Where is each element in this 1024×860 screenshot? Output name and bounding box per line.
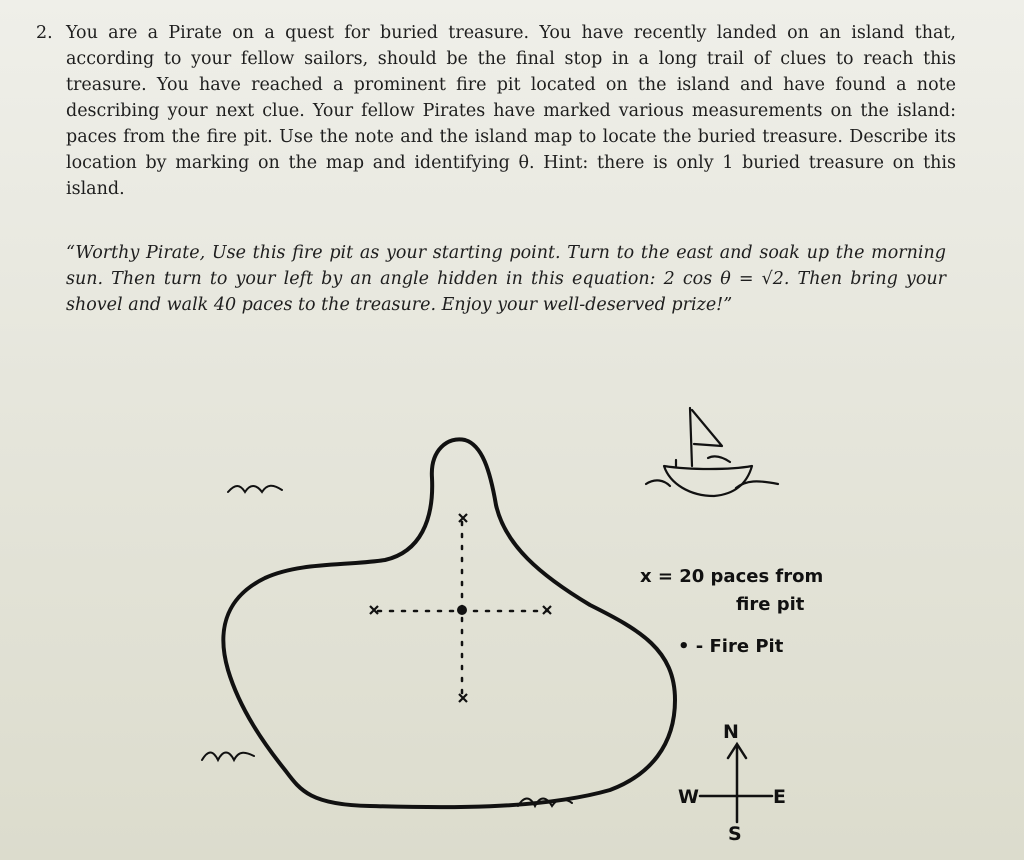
- problem-text: You are a Pirate on a quest for buried treasure. You have recently landed on an island that, according to your fellow sailors, should be the final stop in a long trail of clues to reach this treasure. You have reached a prominent fire pit located on the island and have found a note describing your next clue. Your fellow Pirates have marked various measurements on the island: paces from the fire pit. Use the note and the island map to locate the buried treasure. Describe its location by marking on the map and identifying θ. Hint: there is only 1 buried treasure on this island.: [66, 23, 956, 199]
- compass-south: S: [728, 823, 742, 845]
- compass-east: E: [773, 786, 786, 808]
- compass-rose: [700, 744, 772, 822]
- legend-x-line2: fire pit: [736, 594, 805, 615]
- pace-axes: [378, 522, 548, 696]
- x-mark-east: [543, 606, 551, 614]
- legend-fire-pit: • - Fire Pit: [678, 636, 784, 657]
- wave-bottom-left: [202, 753, 254, 761]
- sailboat: [646, 408, 778, 496]
- compass-north: N: [723, 721, 739, 743]
- fire-pit-marker: [457, 605, 467, 615]
- x-mark-west: [370, 606, 378, 614]
- problem-number: 2.: [36, 23, 53, 43]
- compass-west: W: [678, 786, 699, 808]
- pirate-note: “Worthy Pirate, Use this fire pit as your starting point. Turn to the east and soak up the morning sun. Then turn to your left by an angle hidden in this equation: 2 cos θ = √2. Then bring your shovel and walk 40 paces to the treasure. Enjoy your well-deserved prize!”: [66, 243, 946, 315]
- waves: [202, 486, 572, 806]
- island-outline: [223, 439, 675, 807]
- x-mark-south: [459, 694, 467, 702]
- x-mark-north: [459, 514, 467, 522]
- legend-x-line1: x = 20 paces from: [640, 566, 824, 587]
- wave-top-left: [228, 486, 282, 492]
